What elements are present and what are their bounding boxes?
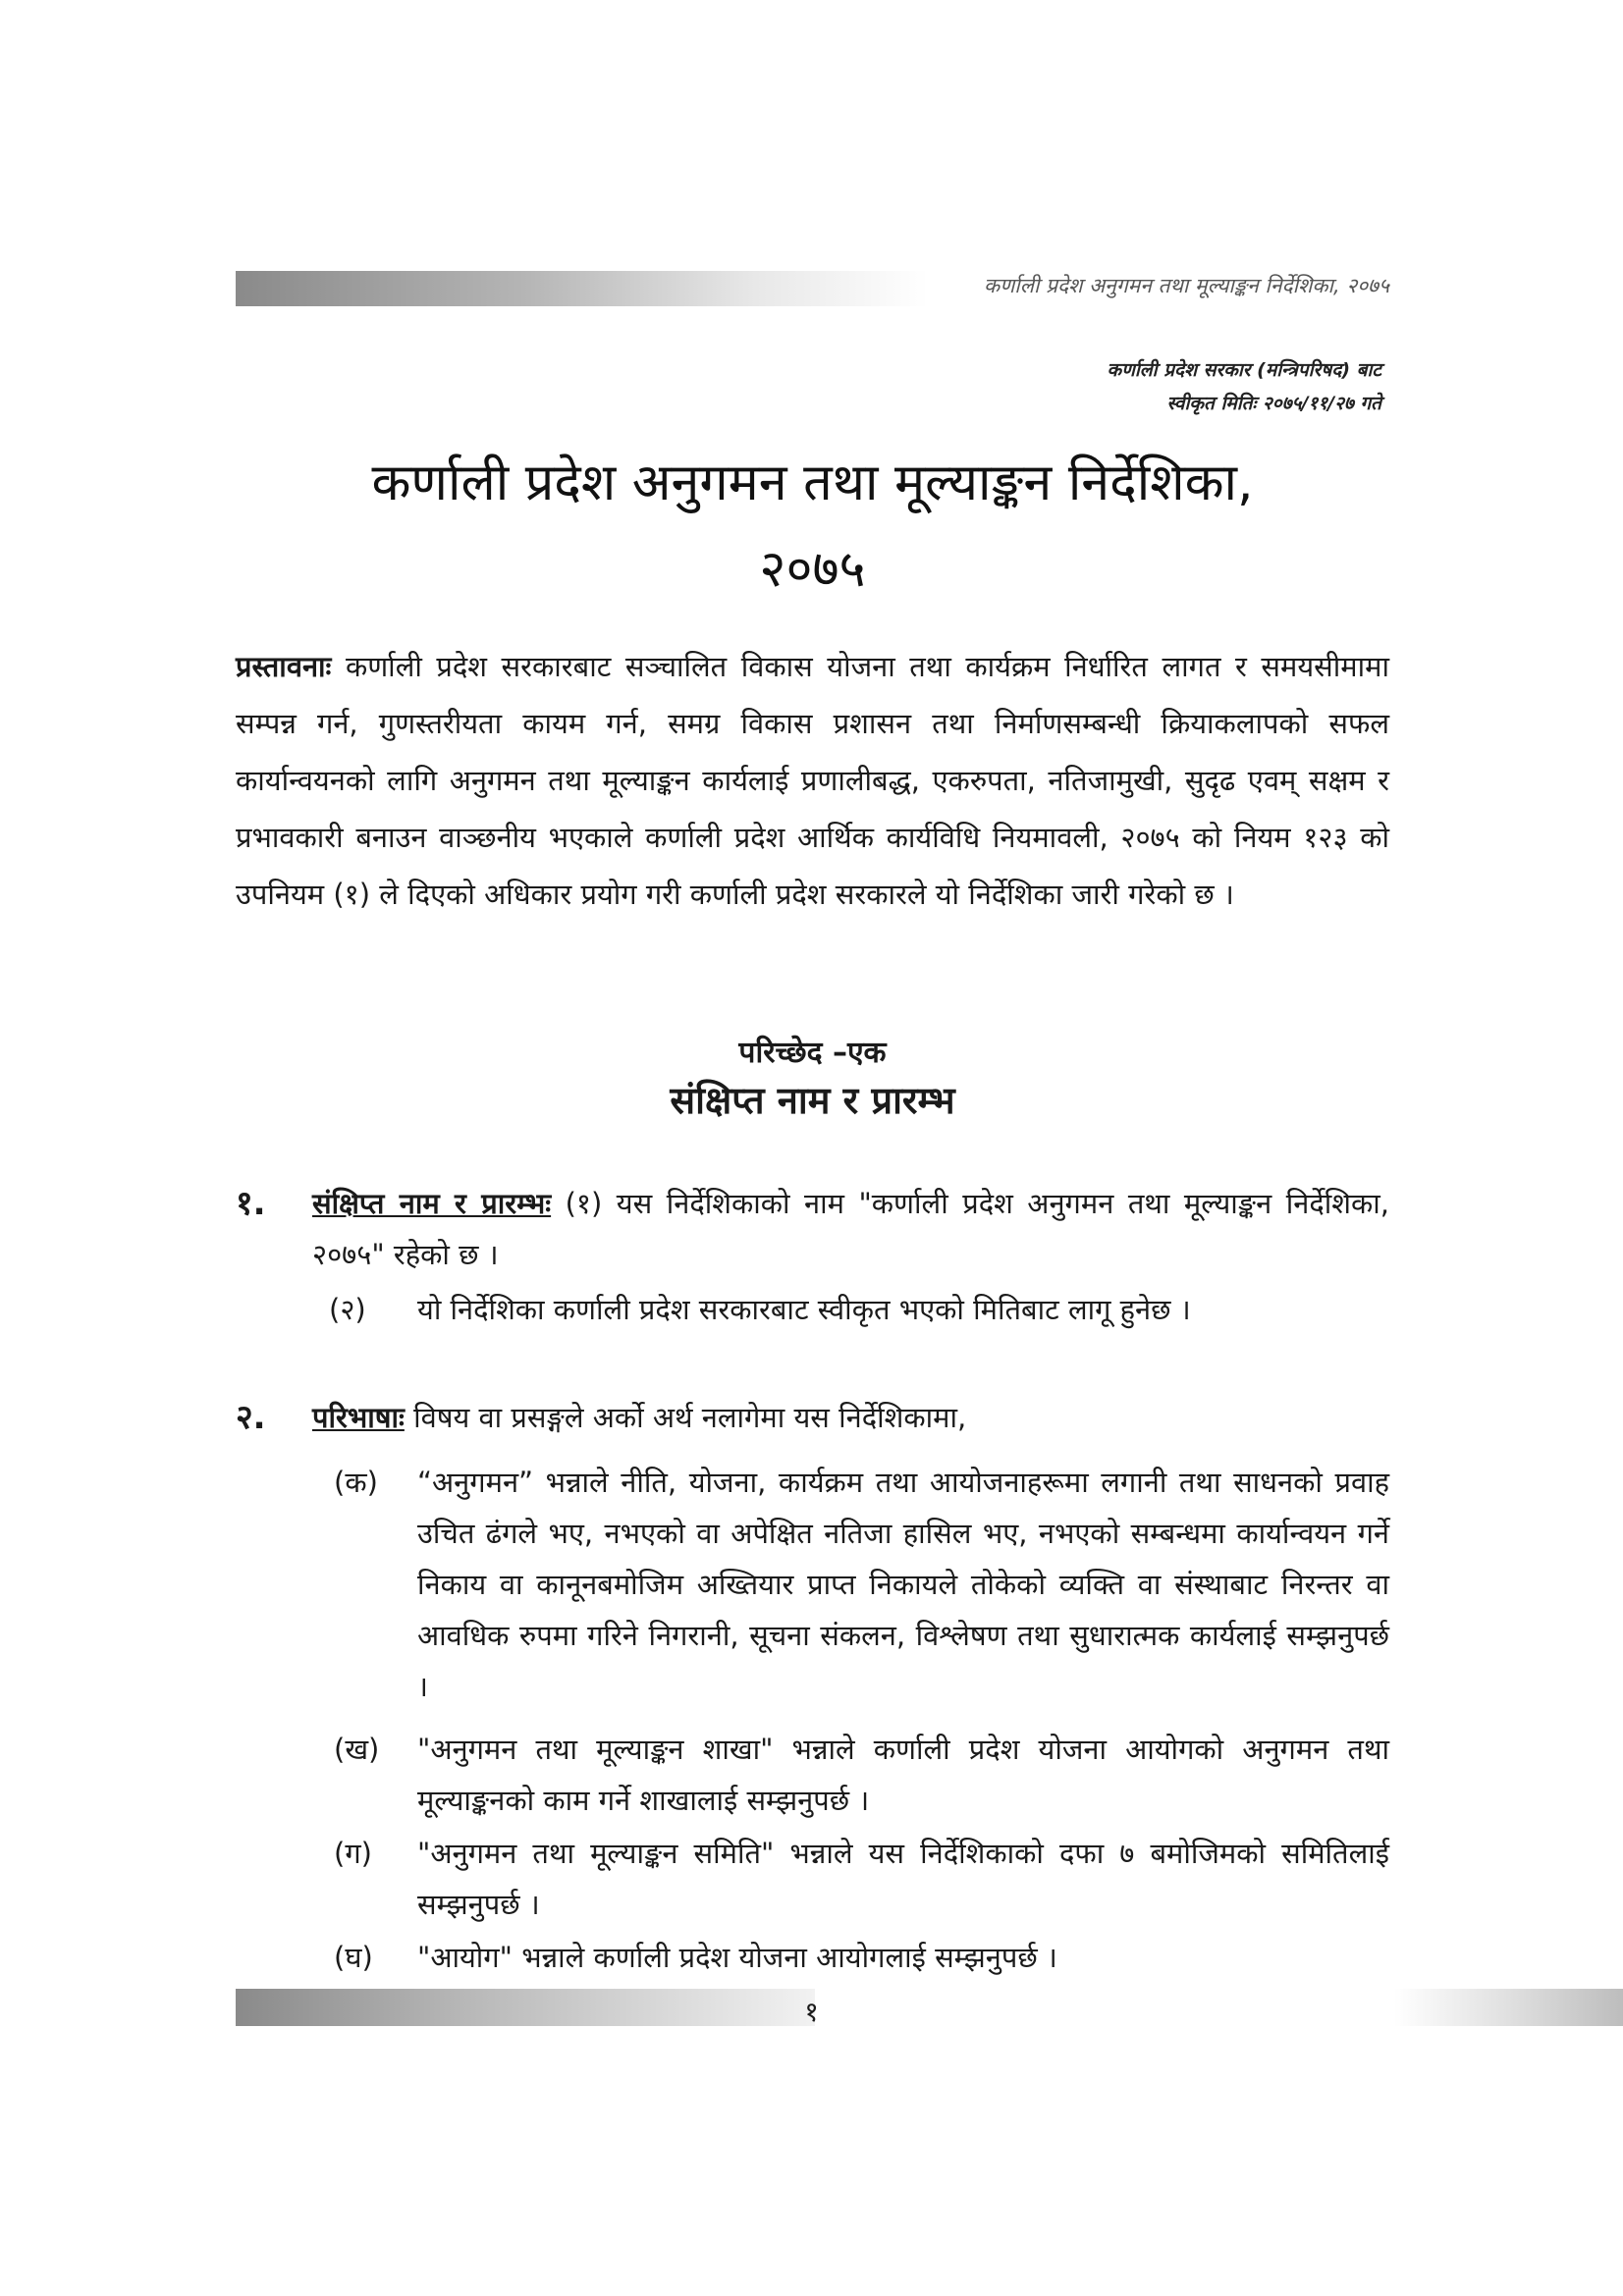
section-1 [236,1178,1389,1280]
chapter-title: संक्षिप्त नाम र प्रारम्भ [670,1079,955,1122]
section-body [312,1178,1389,1280]
definition-text: “अनुगमन” भन्नाले नीति, योजना, कार्यक्रम तथा आयोजनाहरूमा लगानी तथा साधनको प्रवाह उचित ढंगले भए, नभएको वा अपेक्षित नतिजा हासिल भए, नभएको सम्बन्धमा कार्यान्वयन गर्ने निकाय वा कानूनबमोजिम अख्तियार प्राप्त निकायले तोकेको व्यक्ति वा संस्थाबाट निरन्तर वा आवधिक रुपमा गरिने निगरानी, सूचना संकलन, विश्लेषण तथा सुधारात्मक कार्यलाई सम्झनुपर्छ । [417,1466,1389,1703]
section-2 [236,1392,1389,1443]
definition-text: "अनुगमन तथा मूल्याङ्कन समिति" भन्नाले यस निर्देशिकाको दफा ७ बमोजिमको समितिलाई सम्झनुपर्छ । [417,1837,1389,1921]
chapter-label: परिच्छेद –एक [738,1036,887,1070]
definition-kha [334,1724,1389,1826]
preamble-lead: प्रस्तावनाः [236,650,332,683]
definition-text: "आयोग" भन्नाले कर्णाली प्रदेश योजना आयोगलाई सम्झनुपर्छ । [417,1941,1057,1974]
section-text: विषय वा प्रसङ्गले अर्को अर्थ नलागेमा यस निर्देशिकामा, [404,1401,967,1434]
definition-mark: (क) [334,1466,378,1499]
preamble-text: कर्णाली प्रदेश सरकारबाट सञ्चालित विकास योजना तथा कार्यक्रम निर्धारित लागत र समयसीमामा सम्पन्न गर्न, गुणस्तरीयता कायम गर्न, समग्र विकास प्रशासन तथा निर्माणसम्बन्धी क्रियाकलापको सफल कार्यान्वयनको लागि अनुगमन तथा मूल्याङ्कन कार्यलाई प्रणालीबद्ध, एकरुपता, नतिजामुखी, सुदृढ एवम् सक्षम र प्रभावकारी बनाउन वाञ्छनीय भएकाले कर्णाली प्रदेश आर्थिक कार्यविधि नियमावली, २०७५ को नियम १२३ को उपनियम (१) ले दिएको अधिकार प्रयोग गरी कर्णाली प्रदेश सरकारले यो निर्देशिका जारी गरेको छ । [236,650,1389,911]
approval-line-2: स्वीकृत मितिः २०७५/११/२७ गते [1166,393,1381,414]
running-header-title: कर्णाली प्रदेश अनुगमन तथा मूल्याङ्कन निर्देशिका, २०७५ [983,274,1389,297]
page-number: १ [804,1996,819,2028]
definition-mark: (ग) [334,1837,372,1870]
section-heading: संक्षिप्त नाम र प्रारम्भः [312,1187,552,1220]
subsection-mark: (२) [329,1293,366,1326]
definition-ka [334,1457,1389,1712]
section-1-subsection-2 [329,1284,1370,1335]
preamble-paragraph [236,638,1389,923]
document-title-line-2: २०७५ [759,540,866,599]
section-number: १. [236,1184,266,1223]
definition-mark: (ख) [334,1733,380,1766]
section-heading: परिभाषाः [312,1401,405,1434]
subsection-text: यो निर्देशिका कर्णाली प्रदेश सरकारबाट स्वीकृत भएको मितिबाट लागू हुनेछ । [417,1293,1191,1326]
document-title-line-1: कर्णाली प्रदेश अनुगमन तथा मूल्याङ्कन निर्देशिका, [371,454,1254,512]
section-text: (१) यस निर्देशिकाको नाम "कर्णाली प्रदेश अनुगमन तथा मूल्याङ्कन निर्देशिका, २०७५" रहेको छ । [312,1187,1389,1271]
document-title [236,440,1389,613]
approval-note [1108,353,1381,420]
definition-text: "अनुगमन तथा मूल्याङ्कन शाखा" भन्नाले कर्णाली प्रदेश योजना आयोगको अनुगमन तथा मूल्याङ्कनको काम गर्ने शाखालाई सम्झनुपर्छ । [417,1733,1389,1817]
definition-mark: (घ) [334,1941,373,1974]
section-body [312,1392,1389,1443]
approval-line-1: कर्णाली प्रदेश सरकार (मन्त्रिपरिषद) बाट [1107,359,1381,381]
definition-gha [334,1932,1389,1983]
definition-ga [334,1828,1389,1930]
section-number: २. [236,1398,266,1437]
